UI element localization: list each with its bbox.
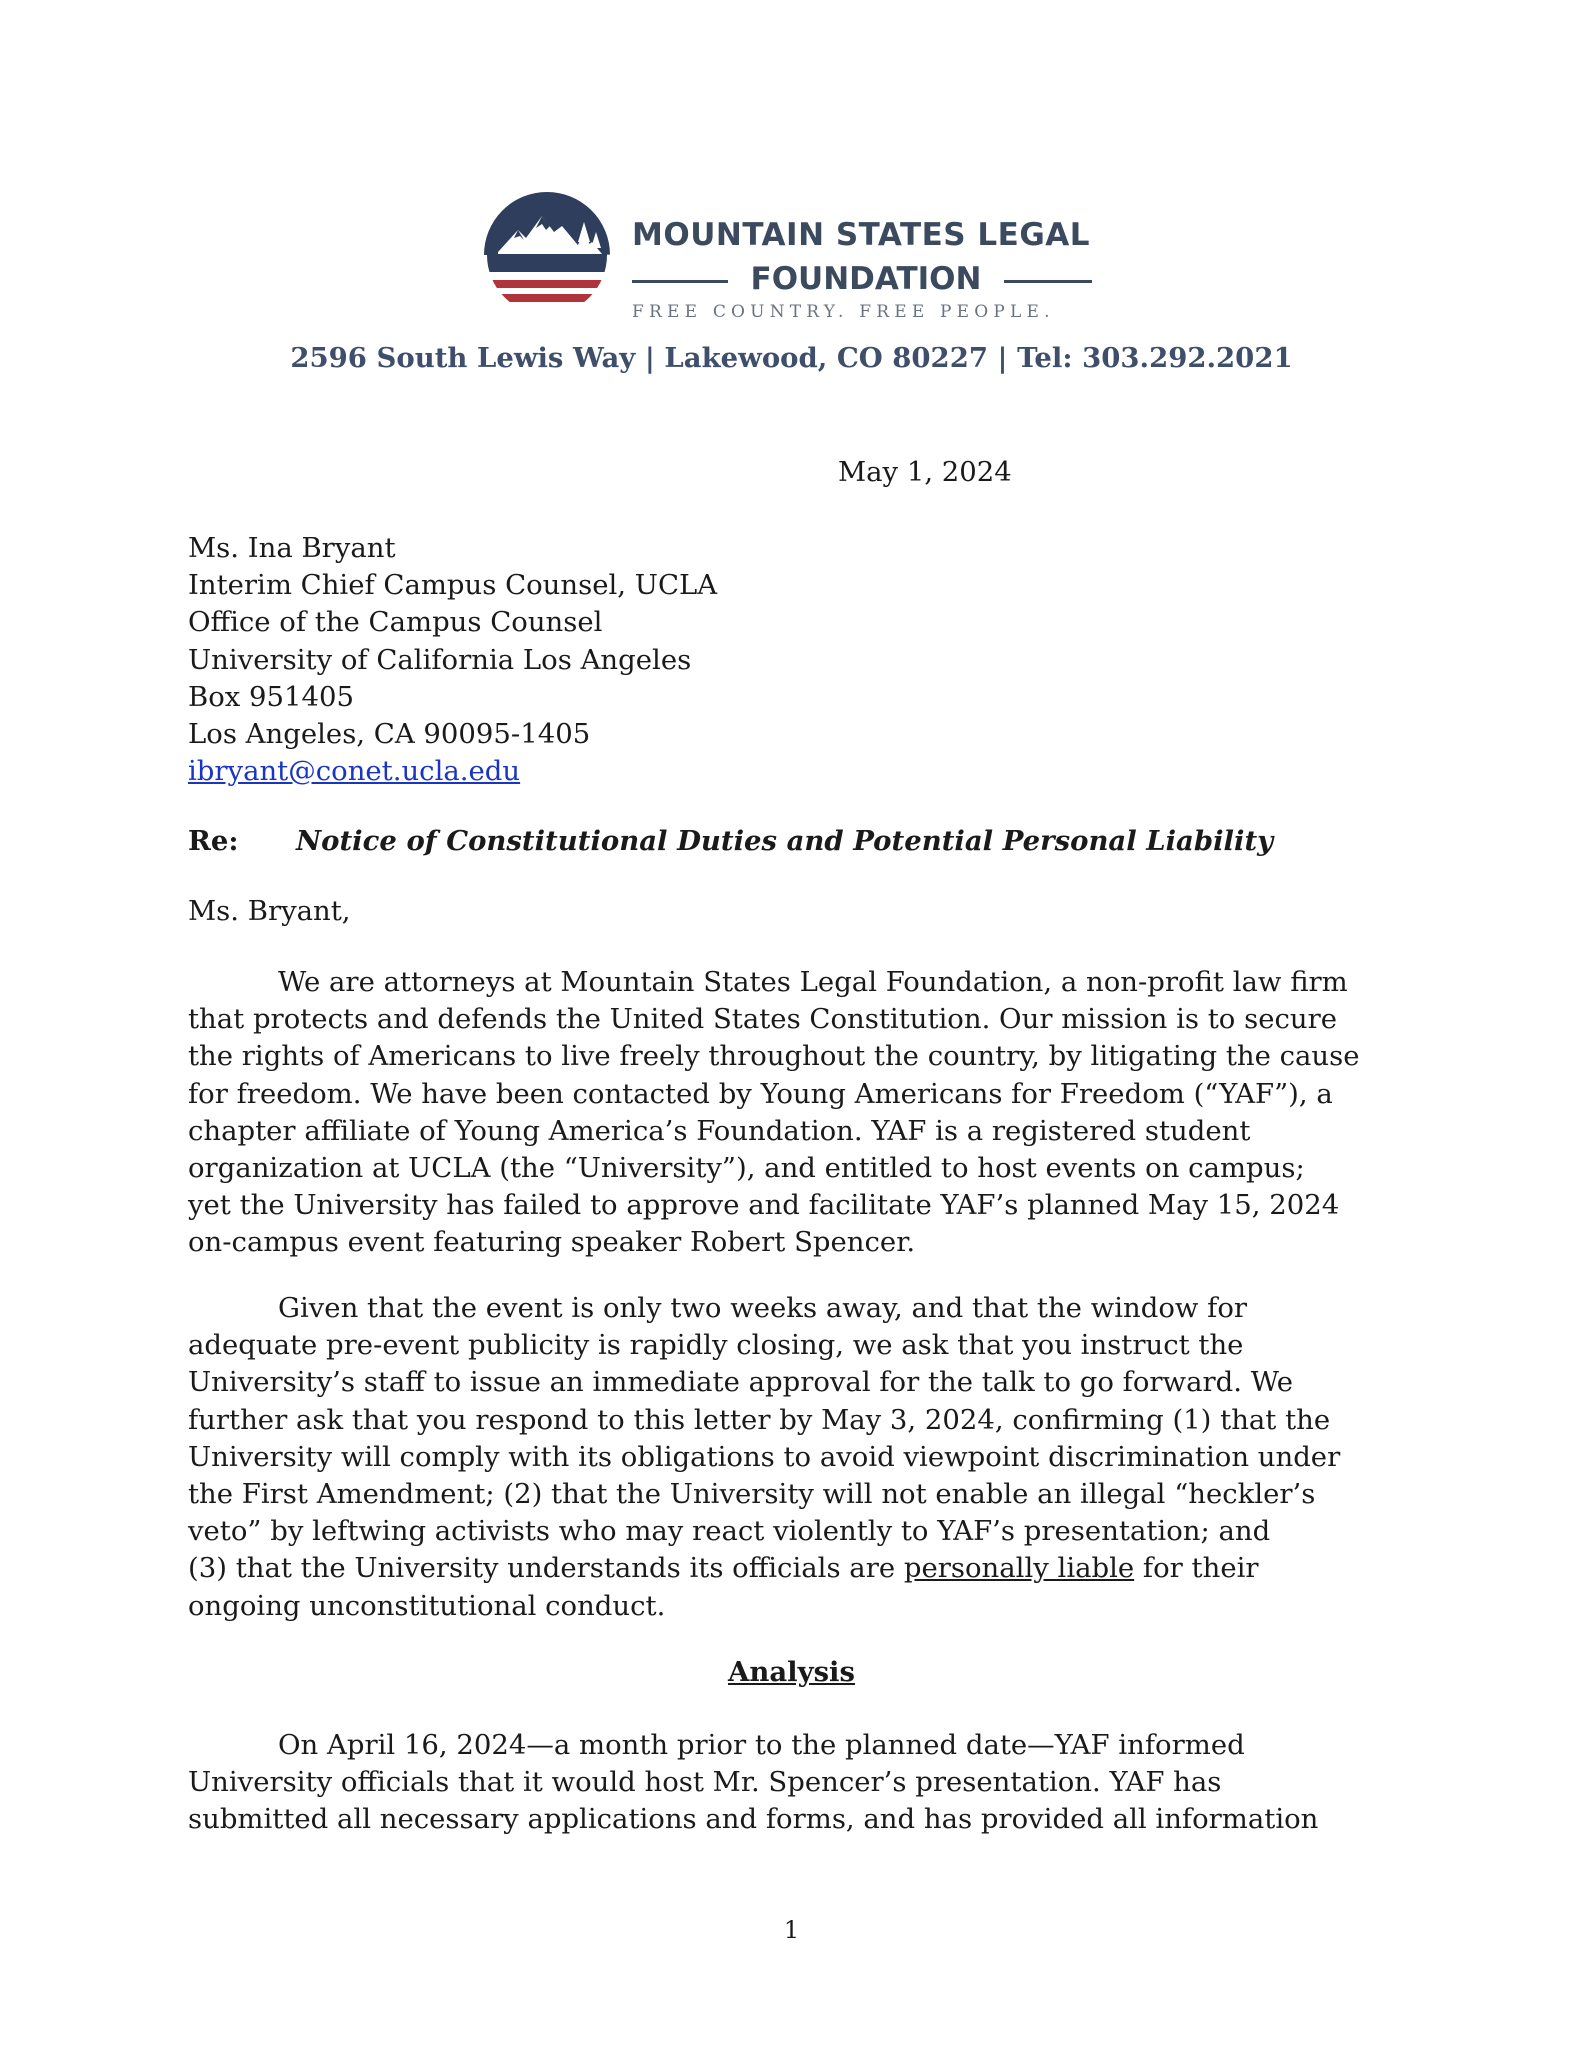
paragraph-line: veto” by leftwing activists who may react violently to YAF’s presentation; and (188, 1515, 1271, 1548)
salutation: Ms. Bryant, (188, 895, 351, 927)
divider (632, 280, 728, 283)
underlined-phrase: personally liable (903, 1552, 1135, 1585)
paragraph-line: that protects and defends the United States Constitution. Our mission is to secure (188, 1003, 1338, 1036)
org-name: MOUNTAIN STATES LEGAL (632, 217, 1091, 253)
paragraph-line: Given that the event is only two weeks away, and that the window for (278, 1292, 1248, 1324)
subject-line (188, 825, 1274, 857)
section-heading: Analysis (728, 1656, 855, 1688)
paragraph-line: the rights of Americans to live freely throughout the country, by litigating the cause (188, 1040, 1360, 1073)
divider (1004, 280, 1092, 283)
recipient-city: Los Angeles, CA 90095-1405 (188, 718, 591, 751)
line-text: (3) that the University understands its officials are (188, 1552, 904, 1585)
recipient-office: Office of the Campus Counsel (188, 606, 603, 639)
recipient-email-link[interactable]: ibryant@conet.ucla.edu (188, 755, 521, 788)
letterhead-address: 2596 South Lewis Way | Lakewood, CO 80227 | Tel: 303.292.2021 (290, 342, 1293, 374)
paragraph-line (188, 1550, 1398, 1587)
line-text: for their (1134, 1552, 1259, 1585)
recipient-box: Box 951405 (188, 680, 354, 713)
paragraph-line: adequate pre-event publicity is rapidly closing, we ask that you instruct the (188, 1329, 1244, 1362)
recipient-university: University of California Los Angeles (188, 643, 692, 676)
paragraph-line: University officials that it would host Mr. Spencer’s presentation. YAF has (188, 1766, 1222, 1799)
paragraph-line: on-campus event featuring speaker Robert Spencer. (188, 1226, 916, 1259)
page-number: 1 (783, 1916, 800, 1944)
paragraph-line: organization at UCLA (the “University”), and entitled to host events on campus; (188, 1152, 1305, 1185)
paragraph-line: University will comply with its obligations to avoid viewpoint discrimination under (188, 1440, 1341, 1473)
paragraph-1 (188, 964, 1398, 1262)
mountain-logo-icon (484, 192, 610, 318)
paragraph-line: University’s staff to issue an immediate approval for the talk to go forward. We (188, 1366, 1294, 1399)
paragraph-2 (188, 1290, 1398, 1625)
recipient-title: Interim Chief Campus Counsel, UCLA (188, 569, 718, 602)
tagline: FREE COUNTRY. FREE PEOPLE. (632, 302, 1055, 322)
paragraph-line: for freedom. We have been contacted by Young Americans for Freedom (“YAF”), a (188, 1077, 1333, 1110)
recipient-block (188, 530, 717, 790)
paragraph-line: yet the University has failed to approve and facilitate YAF’s planned May 15, 2024 (188, 1189, 1340, 1222)
paragraph-line: chapter affiliate of Young America’s Foundation. YAF is a registered student (188, 1114, 1251, 1147)
letter-date: May 1, 2024 (838, 456, 1012, 488)
subject-text: Notice of Constitutional Duties and Potential Personal Liability (296, 825, 1274, 857)
paragraph-3 (188, 1727, 1398, 1839)
org-name-line2: FOUNDATION (750, 261, 982, 297)
paragraph-line: submitted all necessary applications and forms, and has provided all information (188, 1803, 1319, 1836)
paragraph-line: ongoing unconstitutional conduct. (188, 1589, 666, 1622)
re-label: Re: (188, 825, 239, 857)
recipient-name: Ms. Ina Bryant (188, 532, 396, 564)
paragraph-line: On April 16, 2024—a month prior to the planned date—YAF informed (278, 1729, 1245, 1761)
paragraph-line: the First Amendment; (2) that the University will not enable an illegal “heckler’s (188, 1478, 1316, 1511)
paragraph-line: further ask that you respond to this letter by May 3, 2024, confirming (1) that the (188, 1403, 1331, 1436)
org-name-foundation (632, 261, 1092, 300)
paragraph-line: We are attorneys at Mountain States Legal Foundation, a non-profit law firm (278, 966, 1348, 998)
